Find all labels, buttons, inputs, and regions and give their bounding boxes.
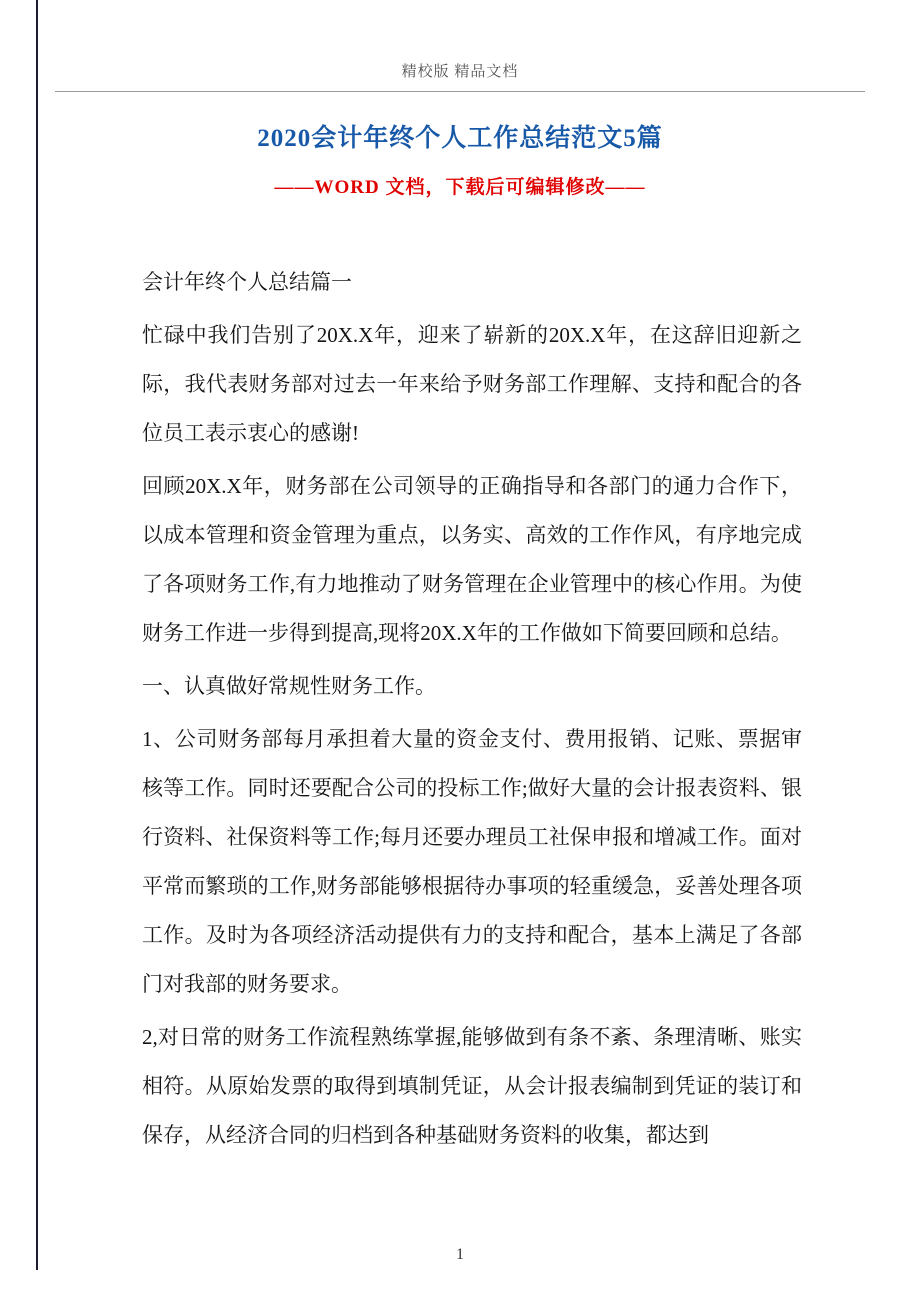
paragraph-list-heading: 一、认真做好常规性财务工作。 — [142, 674, 436, 698]
paragraph: 回顾20X.X年，财务部在公司领导的正确指导和各部门的通力合作下，以成本管理和资金管理为重点，以务实、高效的工作作风，有序地完成了各项财务工作,有力地推动了财务管理在企业管理中的核心作用。为使财务工作进一步得到提高,现将20X.X年的工作做如下简要回顾和总结。 — [142, 474, 802, 645]
paragraph: 忙碌中我们告别了20X.X年，迎来了崭新的20X.X年，在这辞旧迎新之际，我代表财务部对过去一年来给予财务部工作理解、支持和配合的各位员工表示衷心的感谢! — [142, 323, 802, 445]
paragraph-section-heading: 会计年终个人总结篇一 — [142, 270, 352, 294]
page-header — [55, 0, 865, 92]
page-footer — [0, 1246, 920, 1264]
doc-subtitle: ——WORD 文档，下载后可编辑修改—— — [274, 177, 646, 198]
page-number: 1 — [456, 1246, 464, 1263]
header-note: 精校版 精品文档 — [401, 64, 519, 80]
paragraph: 2,对日常的财务工作流程熟练掌握,能够做到有条不紊、条理清晰、账实相符。从原始发票的取得到填制凭证，从会计报表编制到凭证的装订和保存，从经济合同的归档到各种基础财务资料的收集，都达到 — [142, 1025, 802, 1147]
paragraph: 1、公司财务部每月承担着大量的资金支付、费用报销、记账、票据审核等工作。同时还要配合公司的投标工作;做好大量的会计报表资料、银行资料、社保资料等工作;每月还要办理员工社保申报和增减工作。面对平常而繁琐的工作,财务部能够根据待办事项的轻重缓急，妥善处理各项工作。及时为各项经济活动提供有力的支持和配合，基本上满足了各部门对我部的财务要求。 — [142, 727, 802, 996]
doc-title: 2020会计年终个人工作总结范文5篇 — [257, 125, 663, 152]
document-body — [142, 258, 802, 1164]
